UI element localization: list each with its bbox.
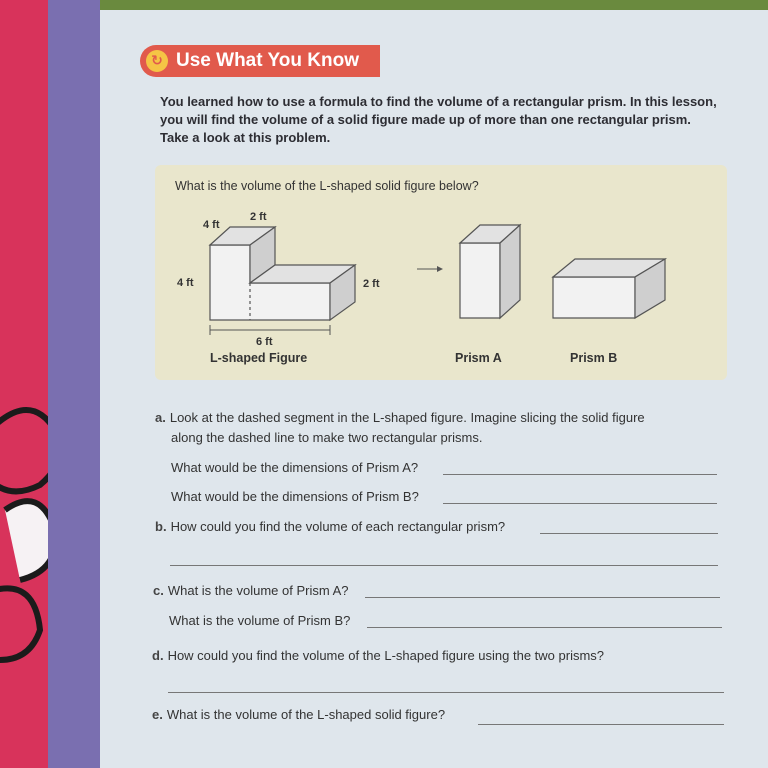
question-a1: What would be the dimensions of Prism A?: [171, 460, 419, 475]
dim-step-height: 2 ft: [363, 278, 380, 290]
prism-b-front: [553, 277, 635, 318]
letter-d: d.: [152, 648, 164, 663]
label-prism-b: Prism B: [570, 351, 618, 365]
figure-diagram: [155, 165, 727, 380]
problem-box: [155, 165, 727, 380]
letter-b: b.: [155, 519, 167, 534]
question-d-text: How could you find the volume of the L-shaped figure using the two prisms?: [167, 648, 605, 663]
answer-line-e[interactable]: [478, 724, 724, 725]
question-a-text2: along the dashed line to make two rectangular prisms.: [171, 430, 483, 445]
letter-a: a.: [155, 410, 166, 425]
dim-top-width: 2 ft: [250, 211, 267, 223]
answer-line-d[interactable]: [168, 692, 724, 693]
refresh-icon: ↻: [146, 50, 168, 72]
letter-e: e.: [152, 707, 163, 722]
label-prism-a: Prism A: [455, 351, 502, 365]
question-b: [155, 519, 505, 534]
intro-paragraph: You learned how to use a formula to find the volume of a rectangular prism. In this lesson, you will find the volume of a solid figure made up of more than one rectangular prism. Take a look at this problem.: [160, 94, 717, 145]
answer-line-c1[interactable]: [365, 597, 720, 598]
answer-line-b2[interactable]: [170, 565, 718, 566]
prism-a-front: [460, 243, 500, 318]
question-e-text: What is the volume of the L-shaped solid figure?: [166, 707, 446, 722]
question-c: [153, 583, 348, 598]
page-top-band: [100, 0, 768, 10]
section-header: [140, 45, 380, 77]
dim-length: 6 ft: [256, 336, 273, 348]
question-a2: What would be the dimensions of Prism B?: [171, 489, 419, 504]
answer-line-a1[interactable]: [443, 474, 717, 475]
question-e: [152, 707, 445, 722]
label-l-shape: L-shaped Figure: [210, 351, 308, 365]
answer-line-b1[interactable]: [540, 533, 718, 534]
question-c2: What is the volume of Prism B?: [169, 613, 351, 628]
problem-question: What is the volume of the L-shaped solid figure below?: [175, 179, 479, 193]
answer-line-c2[interactable]: [367, 627, 722, 628]
question-c1-text: What is the volume of Prism A?: [167, 583, 349, 598]
dim-height: 4 ft: [177, 277, 194, 289]
question-a: [155, 410, 645, 425]
question-b-text: How could you find the volume of each rectangular prism?: [170, 519, 506, 534]
answer-line-a2[interactable]: [443, 503, 717, 504]
question-a-text1: Look at the dashed segment in the L-shaped figure. Imagine slicing the solid figure: [169, 410, 645, 425]
section-title: Use What You Know: [176, 50, 359, 71]
question-d: [152, 648, 604, 663]
dim-top-depth: 4 ft: [203, 219, 220, 231]
letter-c: c.: [153, 583, 164, 598]
